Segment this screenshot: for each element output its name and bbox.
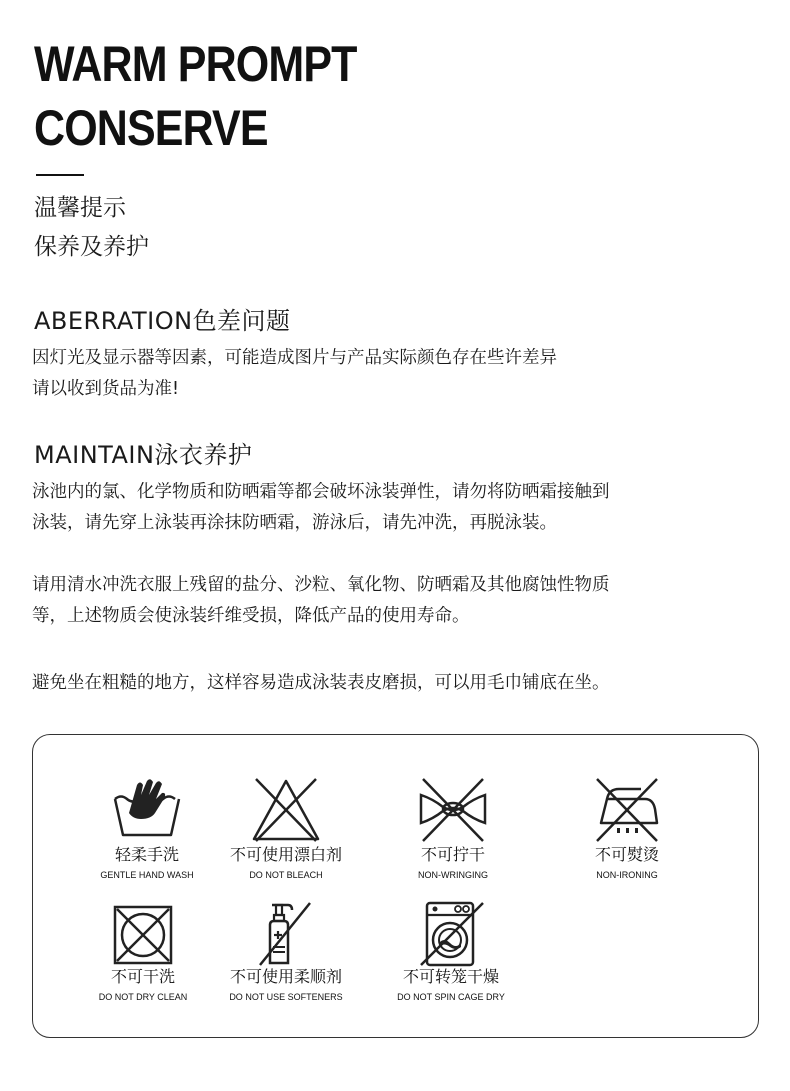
- divider: [36, 174, 84, 176]
- paragraph-line: 请用清水冲洗衣服上残留的盐分、沙粒、氧化物、防晒霜及其他腐蚀性物质: [32, 575, 610, 595]
- care-label-cn: 不可熨烫: [594, 845, 659, 864]
- care-label-cn: 轻柔手洗: [114, 845, 179, 864]
- no-bleach-icon: [246, 775, 326, 845]
- paragraph-line: 泳池内的氯、化学物质和防晒霜等都会破坏泳装弹性，请勿将防晒霜接触到: [32, 482, 610, 502]
- care-instructions-panel: [32, 734, 759, 1038]
- paragraph-line: 等，上述物质会使泳装纤维受损，降低产品的使用寿命。: [32, 606, 470, 626]
- care-label-en: DO NOT SPIN CAGE DRY: [397, 992, 505, 1002]
- care-label-cn: 不可转笼干燥: [402, 967, 499, 986]
- care-item-no-wringing: [368, 775, 538, 881]
- no-spin-dry-icon: [411, 901, 491, 967]
- aberration-line: 请以收到货品为准!: [32, 379, 180, 399]
- care-label-en: DO NOT USE SOFTENERS: [229, 992, 343, 1002]
- care-label-en: NON-IRONING: [596, 870, 658, 880]
- headline-line-2: CONSERVE: [34, 100, 268, 156]
- care-label-cn: 不可拧干: [420, 845, 485, 864]
- aberration-text: [32, 343, 752, 405]
- aberration-line: 因灯光及显示器等因素，可能造成图片与产品实际颜色存在些许差异: [32, 348, 557, 368]
- care-label-en: DO NOT DRY CLEAN: [98, 992, 188, 1002]
- no-softener-icon: [246, 901, 326, 967]
- maintain-title: MAINTAIN泳衣养护: [34, 441, 253, 469]
- care-label-cn: 不可干洗: [110, 967, 175, 986]
- care-item-no-softener: [201, 901, 371, 1003]
- care-label-cn: 不可使用漂白剂: [229, 845, 342, 864]
- maintain-paragraph-1: [32, 477, 752, 539]
- headline-line-1: WARM PROMPT: [34, 36, 357, 92]
- paragraph-line: 避免坐在粗糙的地方，这样容易造成泳装表皮磨损，可以用毛巾铺底在坐。: [32, 673, 610, 693]
- aberration-title: ABERRATION色差问题: [34, 307, 291, 335]
- subtitle-line-2: 保养及养护: [34, 234, 149, 260]
- hand-wash-icon: [107, 775, 187, 845]
- maintain-paragraph-2: [32, 570, 752, 632]
- maintain-paragraph-3: [32, 668, 752, 699]
- care-item-no-spin-dry: [366, 901, 536, 1003]
- no-wringing-icon: [413, 775, 493, 845]
- care-label-en: GENTLE HAND WASH: [100, 870, 194, 880]
- no-dry-clean-icon: [103, 905, 183, 967]
- care-label-en: NON-WRINGING: [418, 870, 488, 880]
- no-ironing-icon: [587, 775, 667, 845]
- care-item-no-bleach: [201, 775, 371, 881]
- paragraph-line: 泳装，请先穿上泳装再涂抹防晒霜，游泳后，请先冲洗，再脱泳装。: [32, 513, 557, 533]
- subtitle-line-1: 温馨提示: [34, 195, 126, 221]
- care-label-en: DO NOT BLEACH: [249, 870, 323, 880]
- care-item-no-ironing: [542, 775, 712, 881]
- care-label-cn: 不可使用柔顺剂: [229, 967, 342, 986]
